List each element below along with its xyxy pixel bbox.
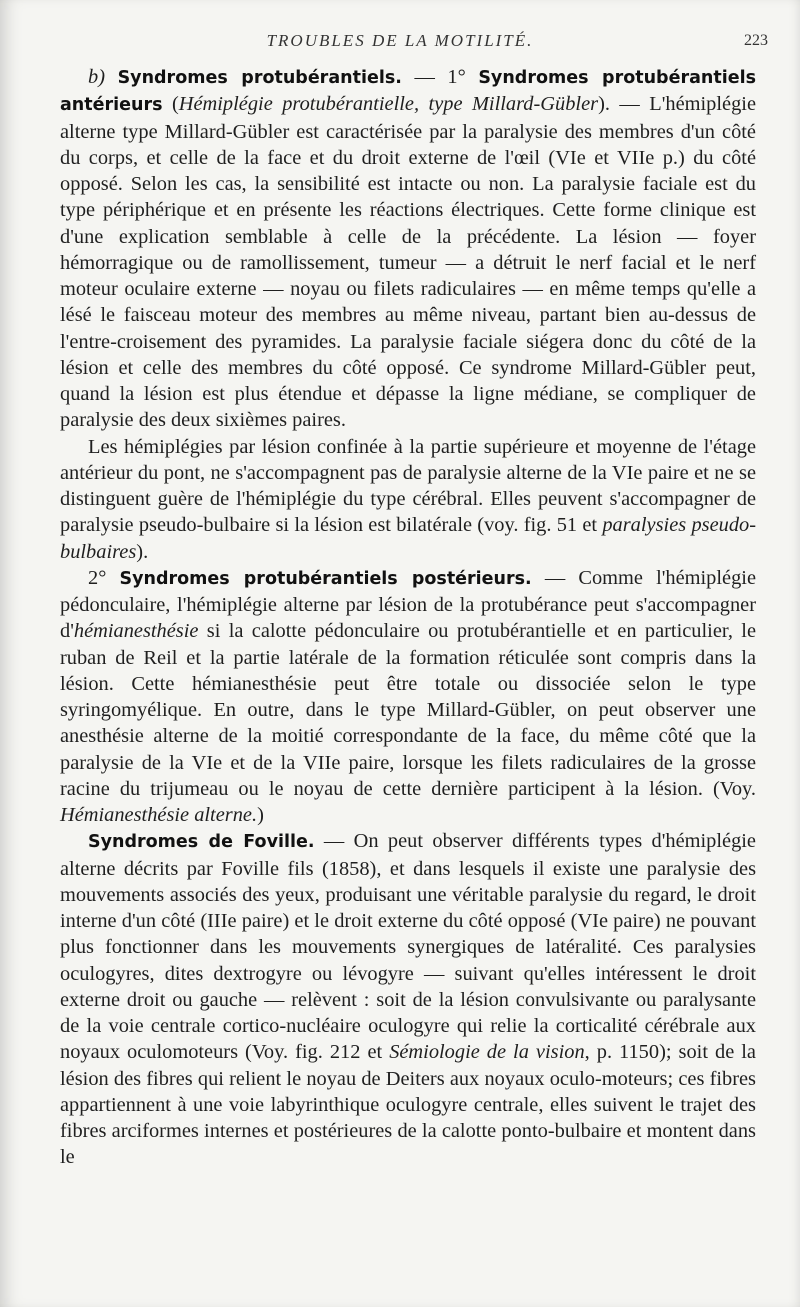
italic-reference: Hémianesthésie alterne. [60, 804, 258, 826]
heading-dash: — [401, 66, 448, 88]
running-title: TROUBLES DE LA MOTILITÉ. [266, 31, 534, 50]
italic-reference: Sémiologie de la vision [389, 1041, 585, 1064]
italic-reference: paralysies pseudo-bulbaires [60, 514, 756, 563]
subsection-number: 2° [88, 566, 120, 589]
paragraph-tail: ). [136, 540, 149, 563]
paragraph-tail: ) [257, 804, 264, 826]
paragraph-text: Les hémiplégies par lésion confinée à la partie supérieure et moyenne de l'étage antérieur du pont, ne s'accompagnent pas de paralysie alterne de la VIe paire et ne se distinguent guère de l'hémiplégie du type cérébral. Elles peuvent s'accompagner de paralysie pseudo-bulbaire si la lésion est bilatérale (voy. fig. 51 et [60, 435, 756, 537]
paragraph-text: — Comme l'hémiplégie pédonculaire, l'hémiplégie alterne par lésion de la protubérance peut s'accompagner d' [60, 566, 757, 643]
paragraph-text-continued: , p. 1150); soit de la lésion des fibres qui relient le noyau de Deiters aux noyaux oculo-moteurs; ces fibres appartiennent à une voie labyrinthique oculogyre centrale, elles suivent le trajet des fibres arciformes internes et postérieures de la calotte ponto-bulbaire et montent dans le [60, 1041, 756, 1169]
running-head [0, 31, 800, 55]
page-number: 223 [744, 32, 768, 49]
section-letter: b) [88, 66, 105, 88]
paragraph-text-continued: si la calotte pédonculaire ou protubérantielle et en particulier, le ruban de Reil et la partie latérale de la formation réticulée sont compris dans la lésion. Cette hémianesthésie peut être totale ou dissociée selon le type syringomyélique. En outre, dans le type Millard-Gübler, on peut observer une anesthésie alterne de la moitié correspondante de la face, du même côté que la paralysie de la VIe et de la VIIe paire, lorsque les filets radiculaires de la grosse racine du trijumeau ou le noyau de cette dernière participent à la lésion. (Voy. [60, 620, 756, 800]
paragraph-foville [60, 828, 756, 1170]
paren-close: ). [598, 93, 620, 116]
italic-term: hémianesthésie [73, 620, 199, 643]
paragraph-hemiplegies [60, 434, 756, 565]
subsection-number: 1° [447, 66, 479, 88]
italic-title: Hémiplégie protubérantielle, type Millard-Gübler [178, 93, 599, 116]
paragraph-text: — On peut observer différents types d'hémiplégie alterne décrits par Foville fils (1858), et dans lesquels il existe une paralysie des mouvements associés des yeux, produisant une véritable paralysie du regard, le droit interne d'un côté (IIIe paire) et le droit externe du côté opposé (VIe paire) ne pouvant plus fonctionner dans les mouvements synergiques de latéralité. Ces paralysies oculogyres, dites dextrogyre ou lévogyre — suivant qu'elles intéressent le droit externe droit ou gauche — relèvent : soit de la lésion convulsivante ou paralysante de la voie centrale cortico-nucléaire oculogyre qui relie la corticalité cérébrale aux noyaux oculomoteurs (Voy. fig. 212 et [60, 830, 756, 1064]
body-text [60, 64, 756, 1171]
section-heading: Syndromes de Foville. [88, 832, 315, 853]
subsection-heading: Syndromes protubérantiels postérieurs. [119, 568, 532, 589]
paren-open: ( [162, 93, 179, 116]
subsection-heading: Syndromes protubérantiels antérieurs [60, 68, 756, 116]
paragraph-millard-gubler [60, 64, 756, 434]
section-heading: Syndromes protubérantiels. [117, 68, 402, 88]
paragraph-text: — L'hémiplégie alterne type Millard-Gübler est caractérisée par la paralysie des membres d'un côté du corps, et celle de la face et du droit externe de l'œil (VIe et VIIe p.) du côté opposé. Selon les cas, la sensibilité est intacte ou non. La paralysie faciale est du type périphérique et en présente les réactions électriques. Cette forme clinique est d'une explication semblable à celle de la précédente. La lésion — foyer hémorragique ou de ramollissement, tumeur — a détruit le nerf facial et le nerf moteur oculaire externe — noyau ou filets radiculaires — en même temps qu'elle a lésé le faisceau moteur des membres au même niveau, partant bien au-dessus de l'entre-croisement des pyramides. La paralysie faciale siégera donc du côté de la lésion et celle des membres du côté opposé. Ce syndrome Millard-Gübler peut, quand la lésion est plus étendue et dépasse la ligne médiane, se compliquer de paralysie des deux sixièmes paires. [60, 93, 756, 432]
paragraph-posterieurs [60, 565, 756, 829]
